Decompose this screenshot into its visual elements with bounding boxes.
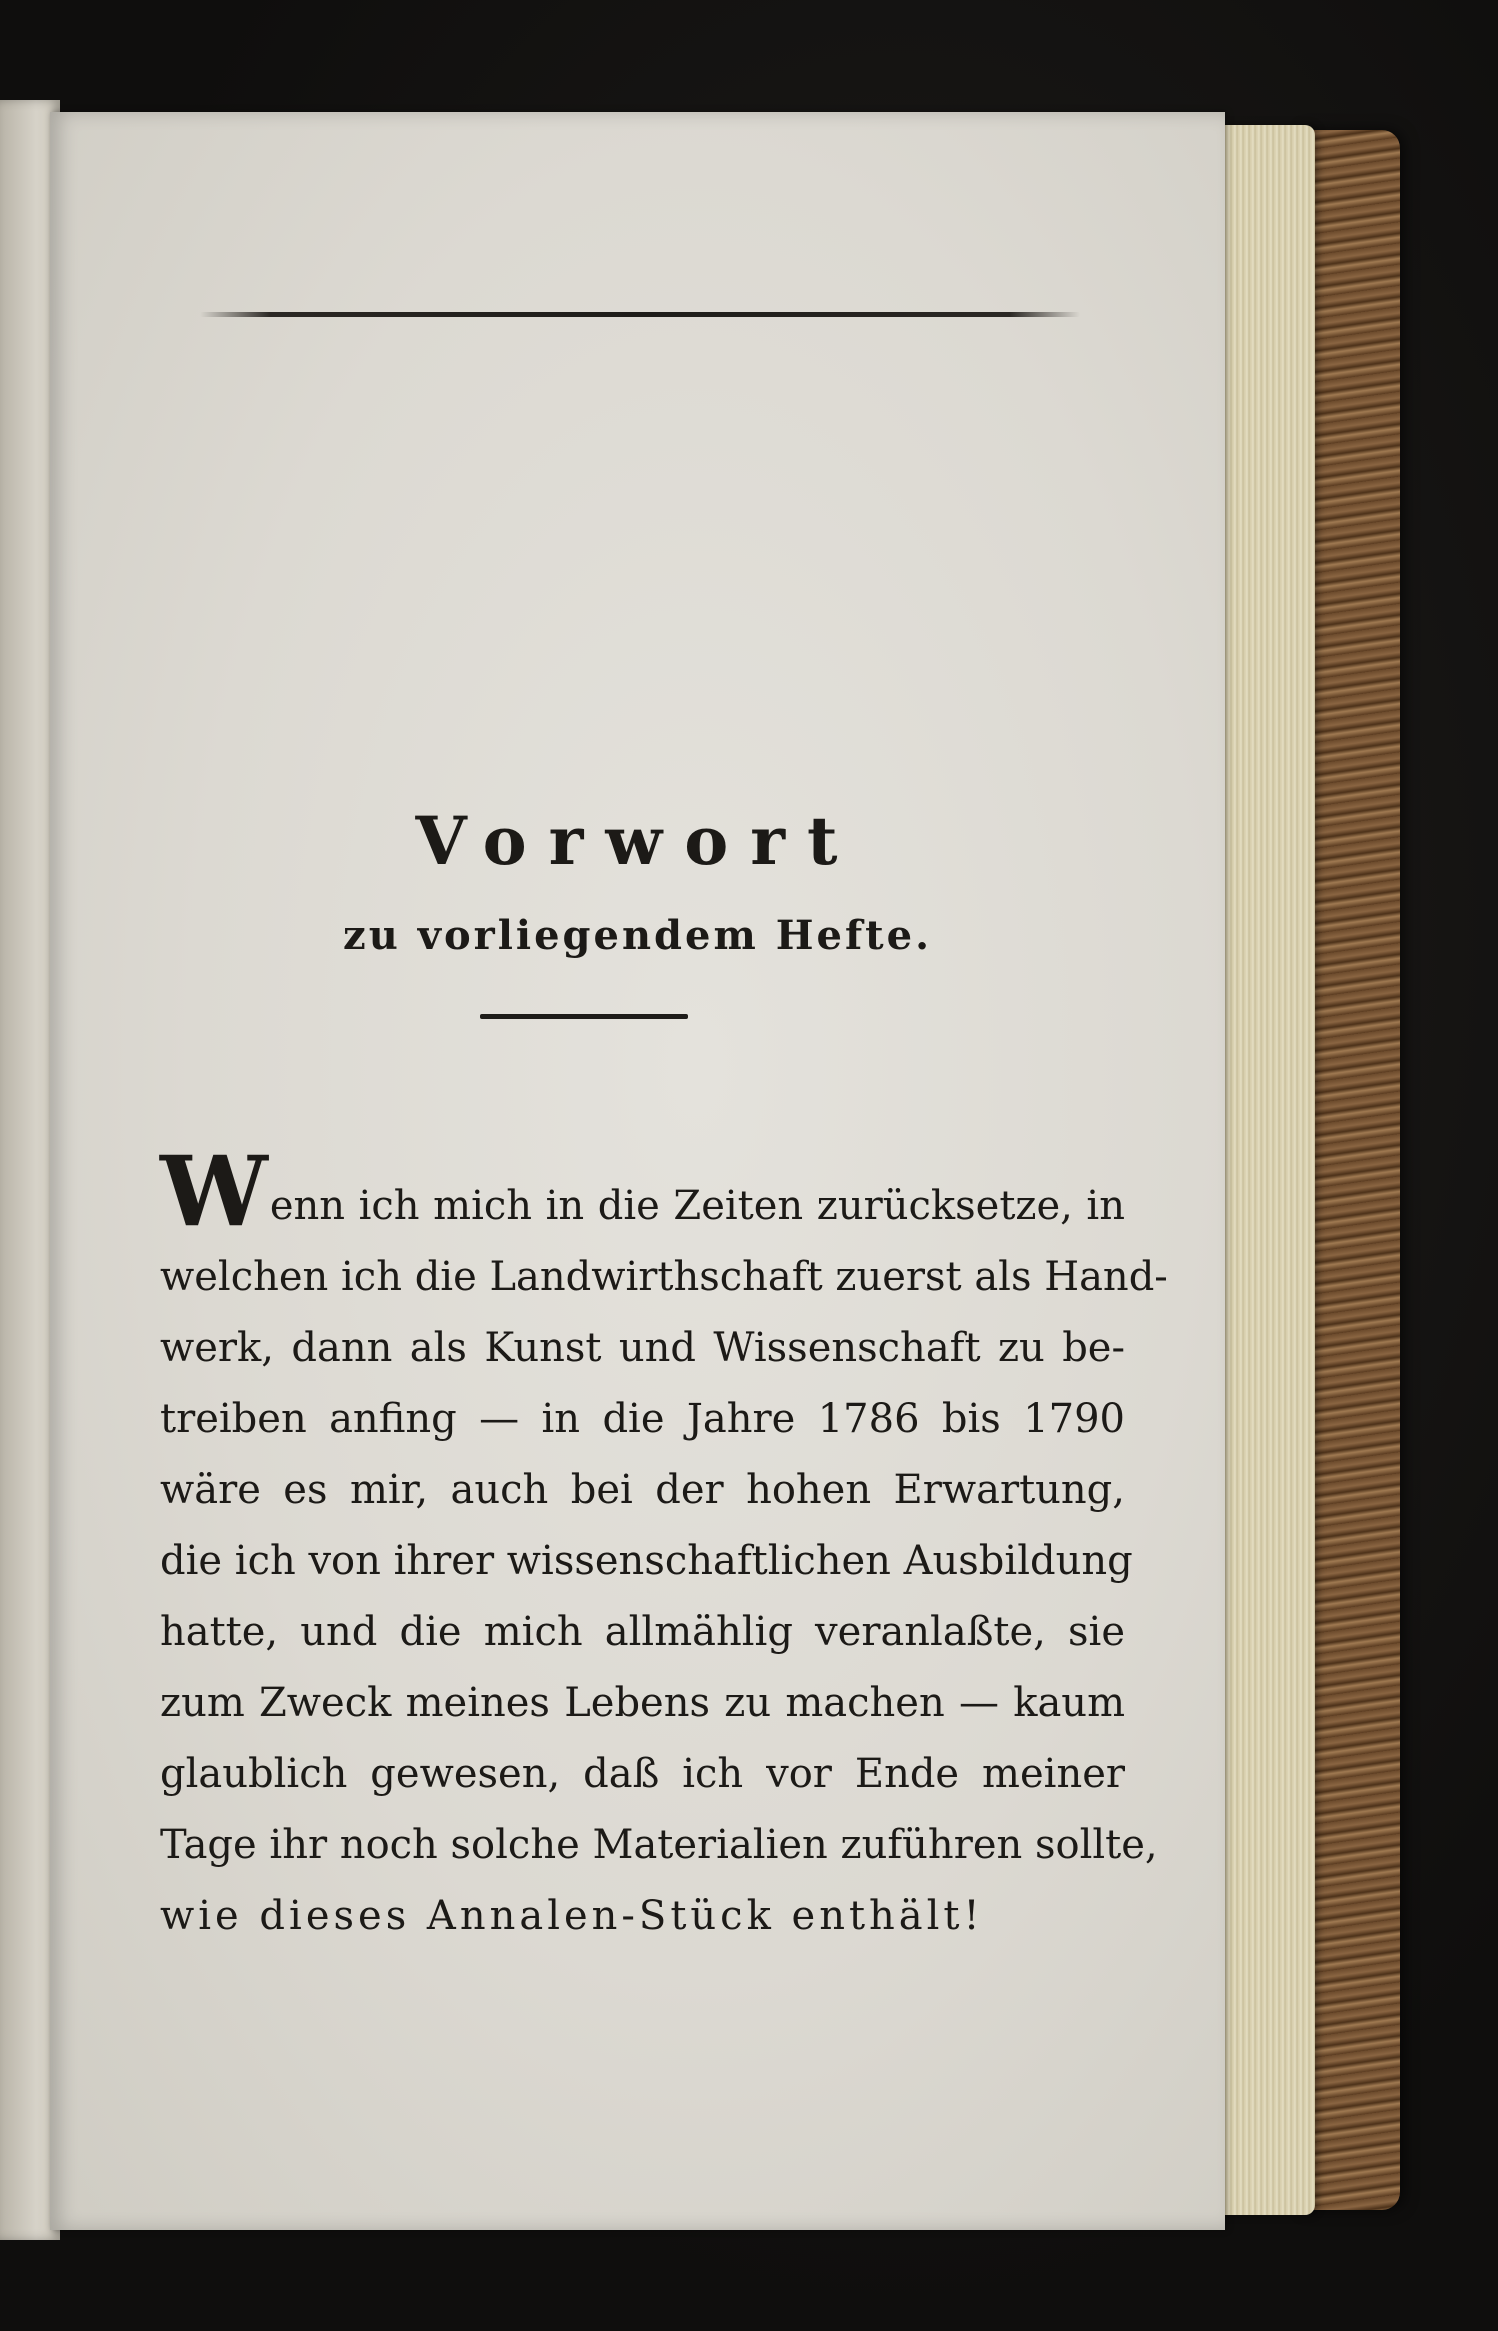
- book-cover: [1300, 130, 1400, 2210]
- text-line: welchen ich die Landwirthschaft zuerst als Hand-: [160, 1254, 1168, 1300]
- text-line-content: enn ich mich in die Zeiten zurücksetze, in: [269, 1183, 1125, 1229]
- text-line: Tage ihr noch solche Materialien zuführen sollte,: [160, 1822, 1158, 1868]
- text-line: hatte, und die mich allmählig veranlaßte, sie: [160, 1609, 1125, 1655]
- divider-rule: [480, 1014, 688, 1019]
- top-rule: [200, 312, 1080, 317]
- text-line: wie dieses Annalen-Stück enthält!: [160, 1893, 984, 1939]
- book-page: [50, 112, 1225, 2230]
- page-title: Vorwort: [415, 802, 860, 880]
- body-text: [160, 1135, 1168, 1952]
- text-line: glaublich gewesen, daß ich vor Ende meiner: [160, 1751, 1125, 1797]
- page-block-edges: [1215, 125, 1315, 2215]
- text-line: zum Zweck meines Lebens zu machen — kaum: [160, 1680, 1125, 1726]
- text-line: treiben anfing — in die Jahre 1786 bis 1790: [160, 1396, 1125, 1442]
- text-line: die ich von ihrer wissenschaftlichen Ausbildung: [160, 1538, 1133, 1584]
- page-subtitle: zu vorliegendem Hefte.: [342, 912, 933, 959]
- drop-cap: W: [160, 1135, 268, 1248]
- text-line: [160, 1135, 1125, 1248]
- text-line: wäre es mir, auch bei der hohen Erwartung,: [160, 1467, 1125, 1513]
- text-line: werk, dann als Kunst und Wissenschaft zu be-: [160, 1325, 1125, 1371]
